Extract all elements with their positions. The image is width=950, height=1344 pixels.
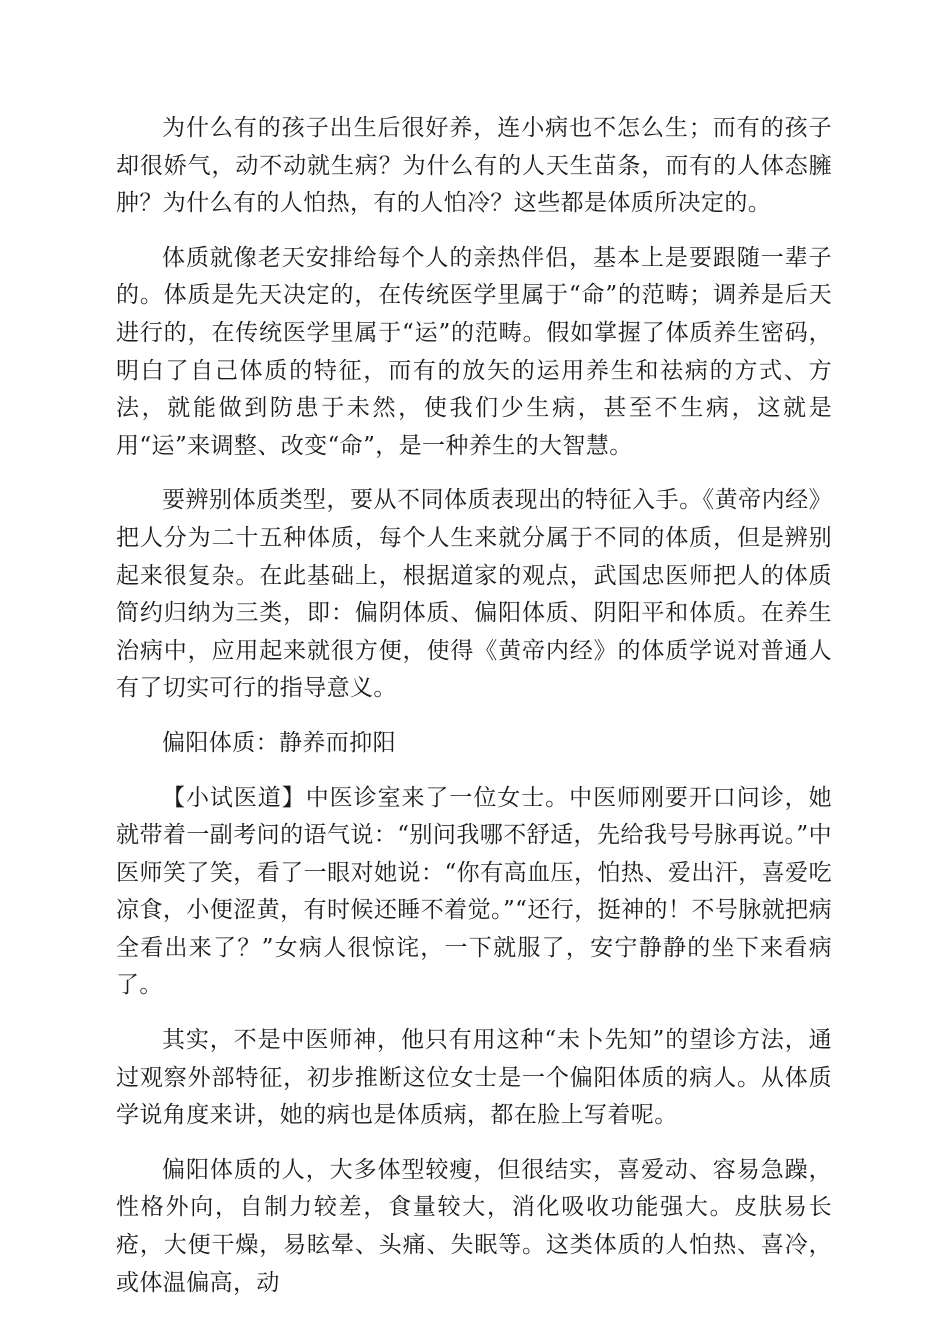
- section-heading-yang: 偏阳体质：静养而抑阳: [162, 729, 396, 756]
- paragraph-constitution-fate: 体质就像老天安排给每个人的亲热伴侣，基本上是要跟随一辈子的。体质是先天决定的，在传统医学里属于“命”的范畴；调养是后天进行的，在传统医学里属于“运”的范畴。假如掌握了体质养生密码，明白了自己体质的特征，而有的放矢的运用养生和祛病的方式、方法，就能做到防患于未然，使我们少生病，甚至不生病，这就是用“运”来调整、改变“命”，是一种养生的大智慧。: [116, 244, 832, 459]
- document-page: [116, 110, 832, 1319]
- paragraph-clinic-story: 【小试医道】中医诊室来了一位女士。中医师刚要开口问诊，她就带着一副考问的语气说：“别问我哪不舒适，先给我号号脉再说。”中医师笑了笑，看了一眼对她说：“你有高血压，怕热、爱出汗，喜爱吃凉食，小便涩黄，有时候还睡不着觉。”“还行，挺神的！不号脉就把病全看出来了？”女病人很惊诧，一下就服了，安宁静静的坐下来看病了。: [116, 784, 832, 999]
- paragraph-intro: 为什么有的孩子出生后很好养，连小病也不怎么生；而有的孩子却很娇气，动不动就生病？为什么有的人天生苗条，而有的人体态臃肿？为什么有的人怕热，有的人怕冷？这些都是体质所决定的。: [116, 115, 832, 217]
- paragraph-yang-traits: 偏阳体质的人，大多体型较瘦，但很结实，喜爱动、容易急躁，性格外向，自制力较差，食量较大，消化吸收功能强大。皮肤易长疮，大便干燥，易眩晕、头痛、失眠等。这类体质的人怕热、喜冷，或体温偏高，动: [116, 1156, 832, 1296]
- paragraph-observation: 其实，不是中医师神，他只有用这种“未卜先知”的望诊方法，通过观察外部特征，初步推断这位女士是一个偏阳体质的病人。从体质学说角度来讲，她的病也是体质病，都在脸上写着呢。: [116, 1027, 832, 1129]
- paragraph-identify-types: 要辨别体质类型，要从不同体质表现出的特征入手。《黄帝内经》把人分为二十五种体质，每个人生来就分属于不同的体质，但是辨别起来很复杂。在此基础上，根据道家的观点，武国忠医师把人的体质简约归纳为三类，即：偏阴体质、偏阳体质、阴阳平和体质。在养生治病中，应用起来就很方便，使得《黄帝内经》的体质学说对普通人有了切实可行的指导意义。: [116, 487, 832, 702]
